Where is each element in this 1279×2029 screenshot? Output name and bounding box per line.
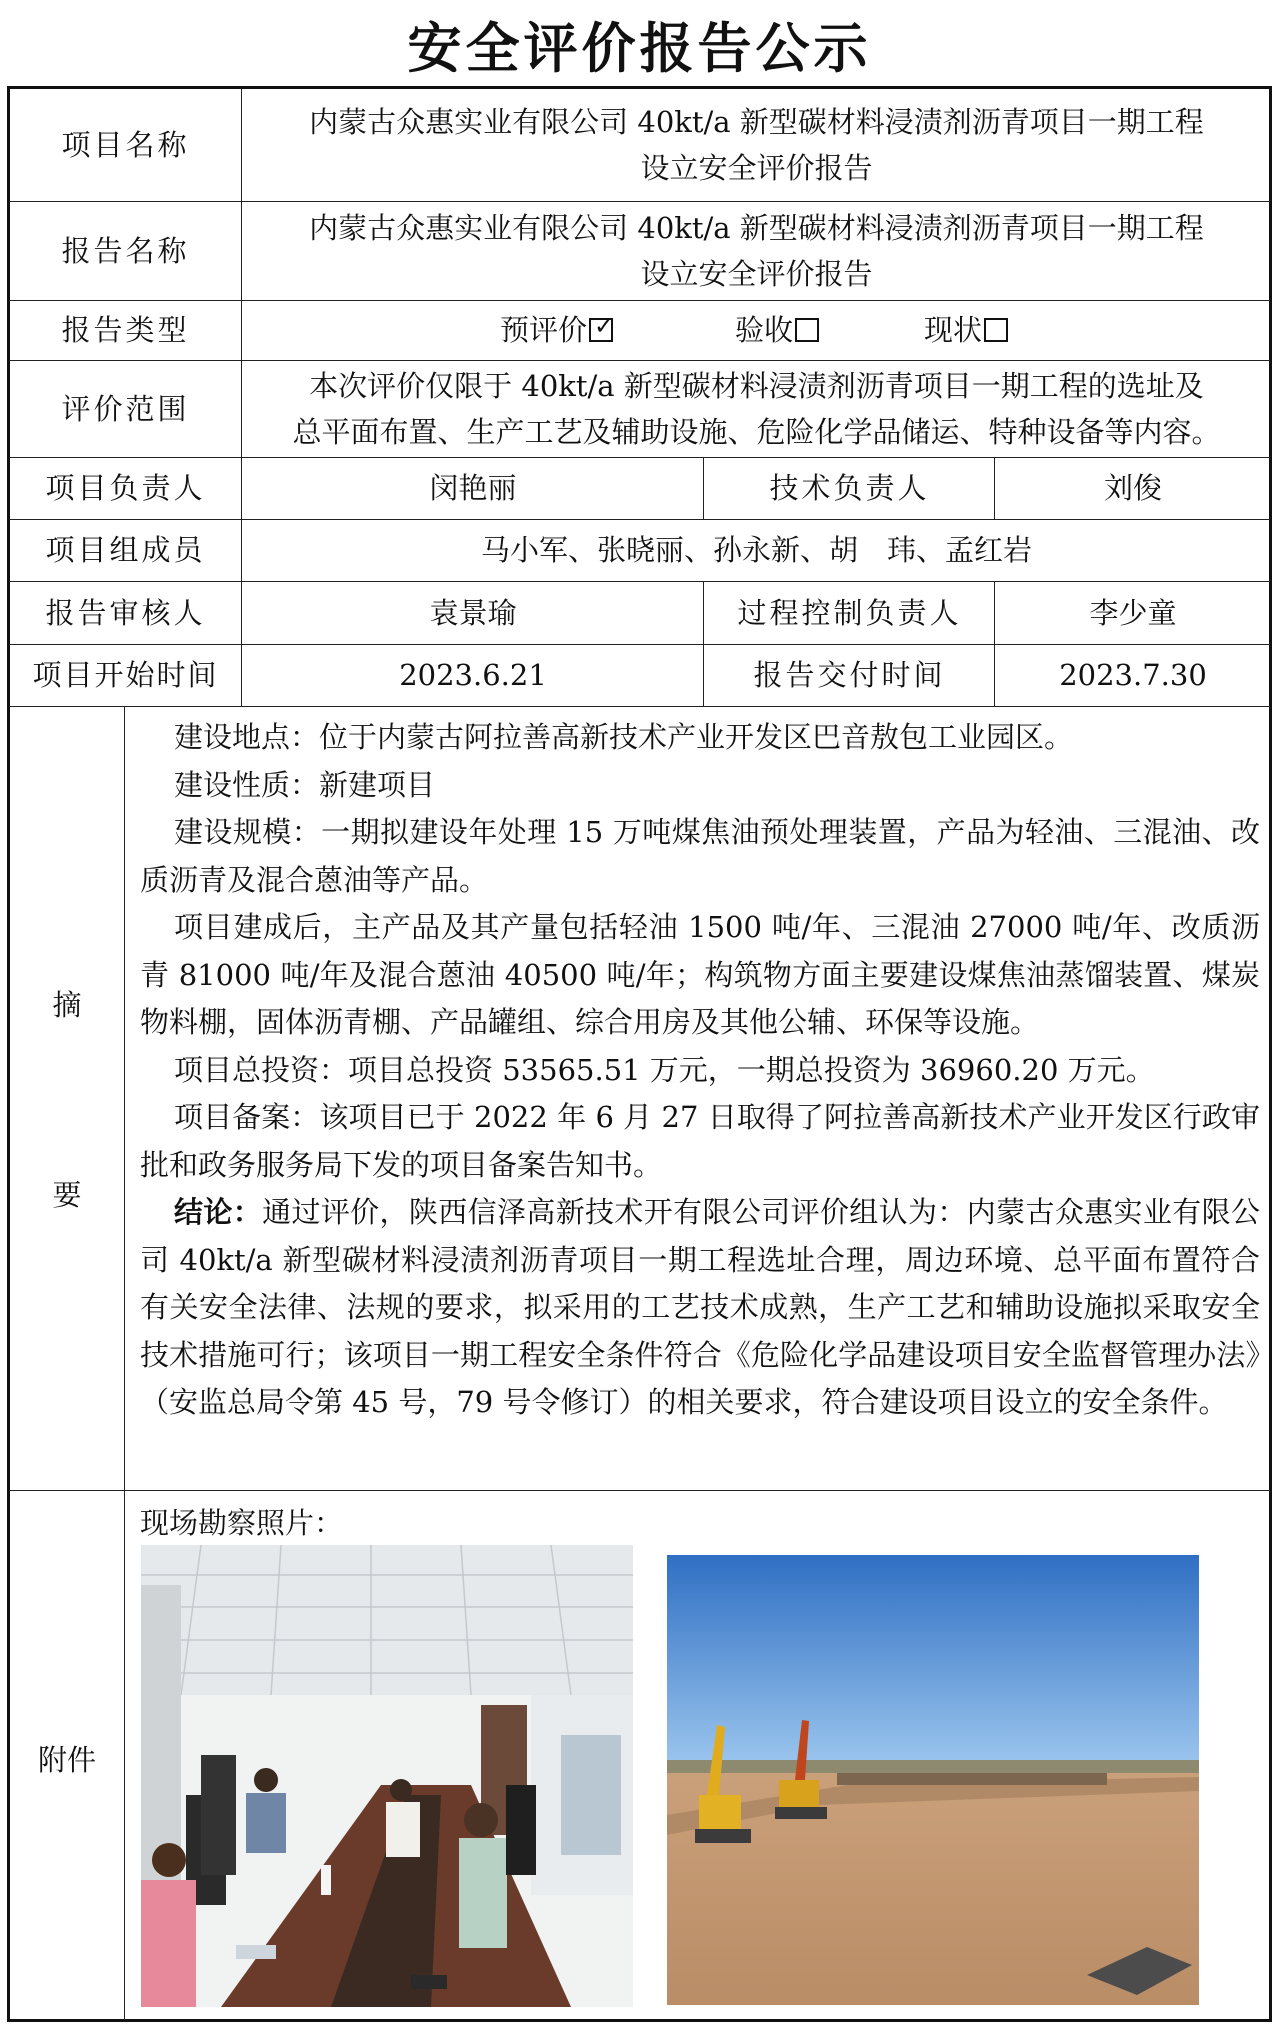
process-control-label: 过程控制负责人 — [737, 595, 962, 630]
summary-filing: 项目备案：该项目已于 2022 年 6 月 27 日取得了阿拉善高新技术产业开发区行政审批和政务服务局下发的项目备案告知书。 — [140, 1100, 1260, 1182]
option-label: 现状 — [924, 313, 983, 347]
report-name-value — [243, 201, 1270, 300]
report-type-option-acceptance[interactable] — [735, 300, 845, 360]
summary-investment: 项目总投资：项目总投资 53565.51 万元，一期总投资为 36960.20 万元。 — [174, 1052, 1155, 1087]
delivery-date-value: 2023.7.30 — [1059, 658, 1207, 692]
column-divider — [124, 706, 125, 2020]
page-title: 安全评价报告公示 — [407, 17, 872, 80]
summary-label-top: 摘 — [52, 988, 82, 1022]
technical-leader-label: 技术负责人 — [769, 471, 930, 505]
attachment-label: 附件 — [37, 1743, 96, 1777]
project-name-line2: 设立安全评价报告 — [640, 150, 873, 185]
summary-scale: 建设规模：一期拟建设年处理 15 万吨煤焦油预处理装置，产品为轻油、三混油、改质沥青及混合蒽油等产品。 — [140, 815, 1260, 897]
summary-nature: 建设性质：新建项目 — [174, 767, 436, 802]
delivery-date-label: 报告交付时间 — [753, 658, 946, 692]
report-type-label: 报告类型 — [61, 313, 190, 347]
column-divider — [994, 457, 995, 519]
project-name-label: 项目名称 — [61, 127, 190, 162]
construction-site-illustration — [667, 1555, 1199, 2005]
report-type-option-pre[interactable] — [500, 300, 630, 360]
scope-line2: 总平面布置、生产工艺及辅助设施、危险化学品储运、特种设备等内容。 — [292, 414, 1221, 449]
meeting-room-illustration — [141, 1545, 633, 2007]
checked-checkbox-icon[interactable]: ✓ — [589, 318, 613, 342]
scope-label: 评价范围 — [61, 391, 190, 426]
unchecked-checkbox-icon[interactable] — [984, 318, 1008, 342]
summary-products: 项目建成后，主产品及其产量包括轻油 1500 吨/年、三混油 27000 吨/年、改质沥青 81000 吨/年及混合蒽油 40500 吨/年；构筑物方面主要建设煤焦油蒸馏装置、煤炭物料棚，固体沥青棚、产品罐组、综合用房及其他公辅、环保等设施。 — [140, 910, 1260, 1039]
construction-site-photo — [667, 1555, 1199, 2005]
report-name-line2: 设立安全评价报告 — [640, 256, 873, 291]
scope-line1: 本次评价仅限于 40kt/a 新型碳材料浸渍剂沥青项目一期工程的选址及 — [309, 368, 1204, 403]
row-divider — [9, 1490, 1270, 1491]
process-control-value: 李少童 — [1089, 595, 1177, 630]
option-label: 预评价 — [500, 313, 588, 347]
summary-location: 建设地点：位于内蒙古阿拉善高新技术产业开发区巴音敖包工业园区。 — [174, 720, 1074, 754]
technical-leader-value: 刘俊 — [1103, 471, 1162, 505]
report-name-line1: 内蒙古众惠实业有限公司 40kt/a 新型碳材料浸渍剂沥青项目一期工程 — [309, 210, 1204, 245]
start-date-value: 2023.6.21 — [399, 658, 547, 692]
column-divider — [994, 581, 995, 706]
column-divider — [703, 457, 704, 519]
project-name-value — [243, 88, 1270, 201]
report-type-option-status[interactable] — [924, 300, 1034, 360]
column-divider — [703, 581, 704, 706]
option-label: 验收 — [735, 313, 794, 347]
unchecked-checkbox-icon[interactable] — [795, 318, 819, 342]
report-reviewer-label: 报告审核人 — [45, 595, 206, 630]
scope-value — [243, 360, 1270, 457]
start-date-label: 项目开始时间 — [32, 658, 219, 692]
team-members-label: 项目组成员 — [45, 533, 206, 567]
team-members-value: 马小军、张晓丽、孙永新、胡 玮、孟红岩 — [480, 533, 1032, 567]
project-name-line1: 内蒙古众惠实业有限公司 40kt/a 新型碳材料浸渍剂沥青项目一期工程 — [309, 104, 1204, 139]
meeting-room-photo — [141, 1545, 633, 2007]
conclusion-heading: 结论： — [174, 1195, 263, 1229]
project-leader-label: 项目负责人 — [45, 471, 206, 505]
photo-caption: 现场勘察照片： — [140, 1506, 344, 1540]
summary-label-bottom: 要 — [52, 1178, 82, 1212]
report-name-label: 报告名称 — [61, 233, 190, 268]
project-leader-value: 闵艳丽 — [429, 471, 517, 505]
conclusion-text: 通过评价，陕西信泽高新技术开有限公司评价组认为：内蒙古众惠实业有限公司 40kt/a 新型碳材料浸渍剂沥青项目一期工程选址合理，周边环境、总平面布置符合有关安全法律、法规的要求，拟采用的工艺技术成熟，生产工艺和辅助设施拟采取安全技术措施可行；该项目一期工程安全条件符合《危险化学品建设项目安全监督管理办法》（安监总局令第 45 号，79 号令修订）的相关要求，符合建设项目设立的安全条件。 — [140, 1195, 1260, 1419]
summary-body — [140, 714, 1260, 1427]
column-divider — [241, 88, 242, 706]
row-divider — [9, 706, 1270, 707]
summary-conclusion — [140, 1189, 1260, 1427]
report-reviewer-value: 袁景瑜 — [429, 595, 517, 630]
